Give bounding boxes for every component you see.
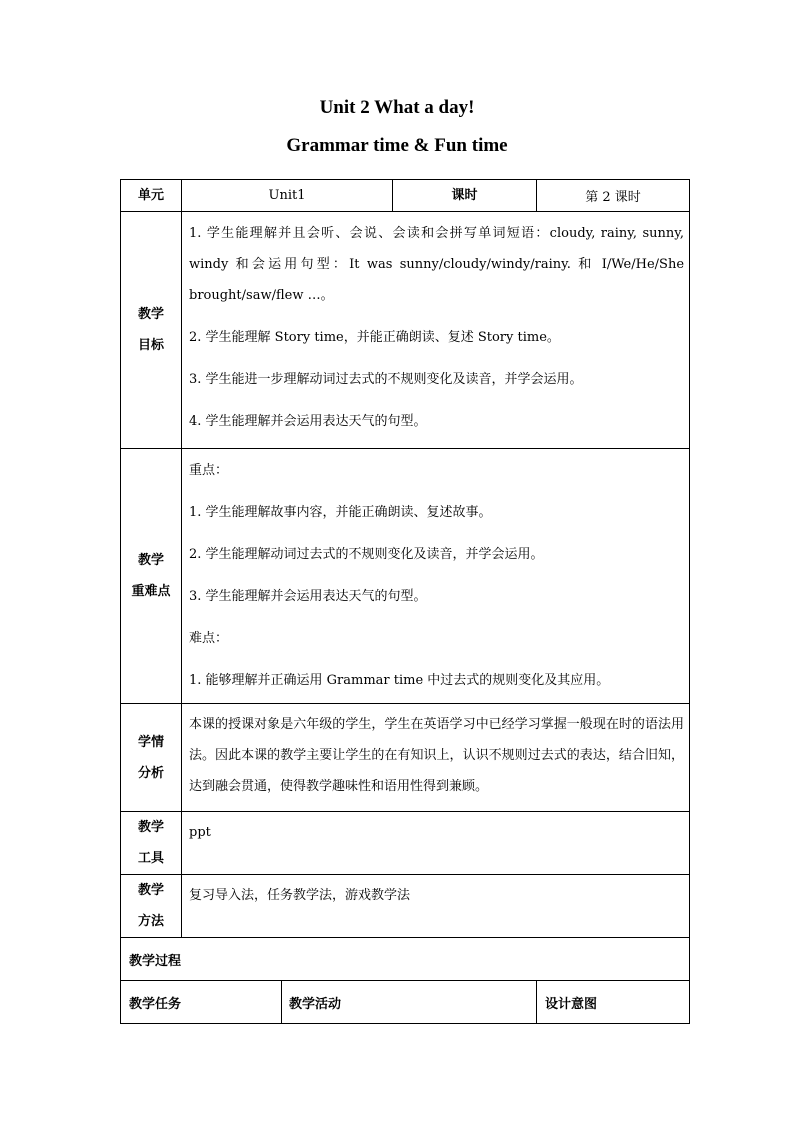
task-label: 教学任务 <box>121 981 282 1024</box>
methods-row <box>121 875 690 938</box>
document-subtitle: Grammar time & Fun time <box>286 135 508 156</box>
analysis-content: 本课的授课对象是六年级的学生，学生在英语学习中已经学习掌握一般现在时的语法用法。因此本课的教学主要让学生的在有知识上，认识不规则过去式的表达，结合旧知，达到融会贯通，使得教学趣味性和语用性得到兼顾。 <box>182 704 690 812</box>
period-label: 课时 <box>393 180 537 212</box>
tools-label-line1: 教学 <box>137 820 164 835</box>
analysis-label <box>121 704 182 812</box>
intent-label: 设计意图 <box>537 981 690 1024</box>
methods-label-line1: 教学 <box>137 883 164 898</box>
objectives-row <box>121 212 690 449</box>
key-points-label-line2: 重难点 <box>131 584 171 599</box>
methods-label-line2: 方法 <box>137 914 164 929</box>
difficult-item: 1. 能够理解并正确运用 Grammar time 中过去式的规则变化及其应用。 <box>189 673 610 688</box>
key-item: 3. 学生能理解并会运用表达天气的句型。 <box>189 589 427 604</box>
lesson-plan-table <box>120 179 690 1024</box>
difficult-heading: 难点： <box>189 631 229 646</box>
key-item: 1. 学生能理解故事内容，并能正确朗读、复述故事。 <box>189 505 492 520</box>
activity-label: 教学活动 <box>282 981 537 1024</box>
key-points-content <box>182 449 690 704</box>
key-points-label-line1: 教学 <box>137 553 164 568</box>
objectives-content <box>182 212 690 449</box>
key-points-label <box>121 449 182 704</box>
period-value: 第 2 课时 <box>537 180 690 212</box>
analysis-label-line1: 学情 <box>137 734 164 750</box>
document-title: Unit 2 What a day! <box>319 97 475 118</box>
key-item: 2. 学生能理解动词过去式的不规则变化及读音，并学会运用。 <box>189 547 544 562</box>
unit-value: Unit1 <box>182 180 393 212</box>
analysis-row <box>121 704 690 812</box>
objective-item: 1. 学生能理解并且会听、会说、会读和会拼写单词短语：cloudy, rainy, sunny, windy 和会运用句型：It was sunny/cloudy/windy/rainy. 和 I/We/He/She brought/saw/flew …。 <box>189 226 685 303</box>
process-header-row <box>121 981 690 1024</box>
key-heading: 重点： <box>189 463 229 478</box>
objective-item: 4. 学生能理解并会运用表达天气的句型。 <box>189 414 427 429</box>
analysis-label-line2: 分析 <box>137 765 164 781</box>
tools-label-line2: 工具 <box>137 851 164 866</box>
objective-item: 3. 学生能进一步理解动词过去式的不规则变化及读音，并学会运用。 <box>189 372 583 387</box>
process-row <box>121 938 690 981</box>
key-points-row <box>121 449 690 704</box>
objectives-label-line1: 教学 <box>137 307 164 322</box>
objectives-label-line2: 目标 <box>137 338 164 353</box>
process-label: 教学过程 <box>121 938 690 981</box>
methods-content: 复习导入法，任务教学法，游戏教学法 <box>182 875 690 938</box>
objectives-label <box>121 212 182 449</box>
methods-label <box>121 875 182 938</box>
tools-label <box>121 812 182 875</box>
tools-content: ppt <box>182 812 690 875</box>
tools-row <box>121 812 690 875</box>
unit-label: 单元 <box>121 180 182 212</box>
objective-item: 2. 学生能理解 Story time，并能正确朗读、复述 Story time。 <box>189 330 560 345</box>
unit-row <box>121 180 690 212</box>
